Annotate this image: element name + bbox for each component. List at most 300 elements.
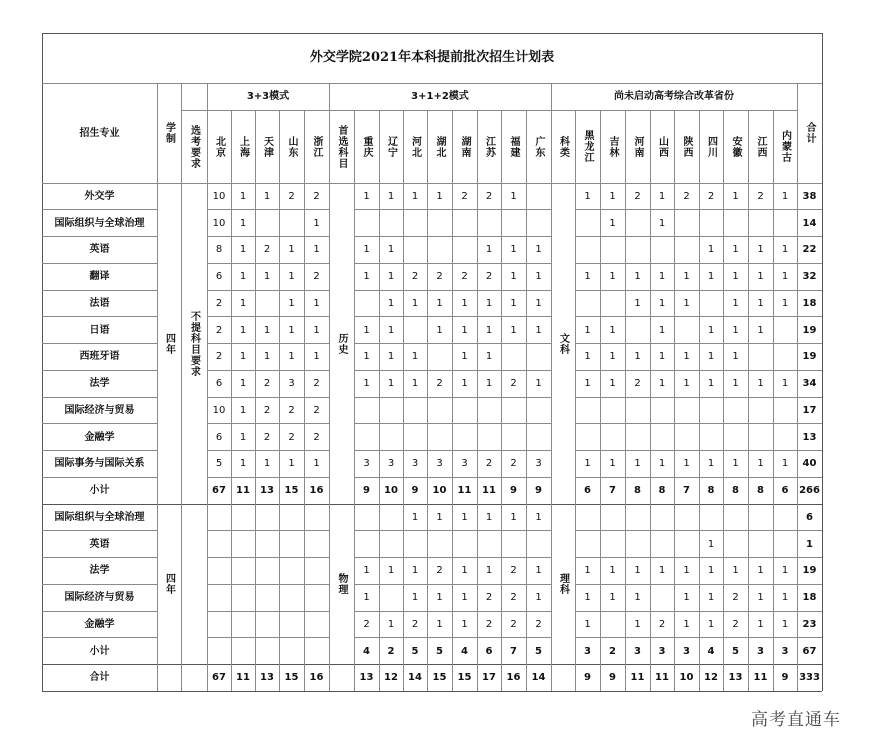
value-cell: 1 [634, 297, 641, 309]
grid-line-v [304, 110, 305, 691]
header-province: 广东 [533, 135, 544, 158]
table-row-label: 西班牙语 [79, 351, 120, 363]
value-cell: 2 [485, 271, 493, 283]
header-province: 安徽 [730, 135, 741, 158]
value-cell: 8 [707, 485, 715, 497]
value-cell: 10 [212, 404, 226, 416]
grid-line-v [207, 83, 208, 691]
value-cell: 1 [411, 297, 419, 309]
grid-line-v [526, 110, 527, 691]
value-cell: 1 [609, 190, 616, 202]
value-cell: 6 [215, 271, 223, 283]
value-cell: 11 [482, 485, 496, 497]
grid-line-h [354, 316, 551, 317]
value-cell [650, 584, 674, 611]
value-cell: 1 [658, 458, 666, 470]
value-cell: 11 [630, 672, 645, 684]
value-cell: 1 [757, 378, 764, 390]
value-cell: 12 [704, 672, 718, 684]
grid-line-h [42, 664, 822, 665]
grid-line-h [42, 450, 157, 451]
value-cell: 1 [363, 271, 370, 283]
grid-line-h [42, 584, 157, 585]
value-cell [575, 397, 600, 424]
value-cell: 1 [411, 565, 419, 577]
grid-line-h [207, 209, 329, 210]
row-total: 333 [799, 672, 820, 684]
value-cell: 3 [634, 645, 641, 657]
value-cell [403, 237, 427, 264]
grid-line-h [42, 611, 157, 612]
value-cell: 1 [732, 244, 739, 256]
value-cell: 1 [584, 324, 591, 336]
grid-line-h [354, 290, 551, 291]
value-cell [403, 210, 427, 237]
table-row-label: 英语 [89, 244, 110, 256]
value-cell: 1 [436, 190, 443, 202]
header-province: 山东 [286, 135, 297, 158]
value-cell [723, 424, 748, 451]
value-cell [625, 210, 650, 237]
value-cell: 2 [461, 271, 468, 283]
value-cell [501, 424, 526, 451]
value-cell: 9 [609, 672, 616, 684]
table-row-label: 金融学 [84, 618, 115, 630]
table-row-label: 法学 [89, 565, 110, 577]
value-cell: 3 [781, 645, 789, 657]
grid-line-h [42, 477, 157, 478]
value-cell: 1 [732, 565, 739, 577]
section2-xuezhi: 四年 [163, 573, 175, 596]
grid-line-v [255, 110, 256, 691]
value-cell [403, 531, 427, 558]
value-cell [699, 424, 723, 451]
value-cell: 1 [510, 324, 517, 336]
grid-line-v [181, 83, 182, 691]
value-cell: 1 [535, 271, 542, 283]
value-cell [600, 290, 625, 317]
value-cell: 1 [634, 565, 641, 577]
grid-line-v [699, 110, 700, 691]
value-cell: 1 [411, 378, 419, 390]
value-cell [526, 344, 551, 371]
value-cell: 1 [732, 271, 739, 283]
value-cell: 1 [461, 618, 468, 630]
value-cell: 3 [683, 645, 690, 657]
value-cell [477, 397, 501, 424]
value-cell [575, 210, 600, 237]
value-cell: 2 [215, 324, 223, 336]
grid-line-h [207, 343, 329, 344]
value-cell: 1 [239, 244, 247, 256]
grid-line-h [354, 370, 551, 371]
value-cell: 1 [485, 511, 493, 523]
value-cell: 1 [263, 271, 271, 283]
value-cell: 1 [239, 297, 247, 309]
value-cell: 9 [535, 485, 542, 497]
header-mode-312: 3+1+2模式 [411, 91, 469, 102]
value-cell [625, 237, 650, 264]
value-cell: 12 [384, 672, 398, 684]
value-cell: 1 [263, 458, 271, 470]
value-cell: 1 [707, 271, 715, 283]
value-cell: 1 [634, 458, 641, 470]
grid-line-h [354, 397, 551, 398]
value-cell: 1 [609, 458, 616, 470]
value-cell: 2 [436, 271, 443, 283]
value-cell [526, 183, 551, 210]
header-province: 浙江 [311, 135, 322, 158]
value-cell [773, 424, 797, 451]
grid-line-h [42, 316, 157, 317]
subtotal-row-label: 小计 [89, 485, 110, 497]
value-cell: 1 [584, 565, 591, 577]
grid-line-v [674, 110, 675, 691]
value-cell: 4 [707, 645, 715, 657]
grid-line-v [354, 110, 355, 691]
value-cell [600, 237, 625, 264]
value-cell: 1 [510, 244, 517, 256]
value-cell: 1 [535, 244, 542, 256]
value-cell [379, 531, 403, 558]
value-cell: 1 [313, 217, 320, 229]
value-cell: 2 [215, 351, 223, 363]
header-total: 合计 [804, 122, 815, 144]
value-cell [600, 424, 625, 451]
value-cell: 1 [707, 538, 715, 550]
value-cell [773, 344, 797, 371]
value-cell: 1 [461, 351, 468, 363]
header-mode-33: 3+3模式 [246, 91, 290, 102]
value-cell: 7 [510, 645, 517, 657]
value-cell: 1 [781, 618, 789, 630]
value-cell [501, 210, 526, 237]
value-cell [650, 397, 674, 424]
table-row-label: 外交学 [84, 190, 115, 202]
grid-line-h [42, 691, 822, 692]
value-cell: 1 [263, 190, 271, 202]
header-province: 四川 [705, 135, 717, 158]
grid-line-h [207, 316, 329, 317]
value-cell: 5 [535, 645, 542, 657]
value-cell [699, 210, 723, 237]
value-cell: 1 [535, 565, 542, 577]
value-cell: 1 [683, 565, 690, 577]
value-cell: 4 [363, 645, 370, 657]
value-cell: 1 [658, 378, 666, 390]
value-cell: 1 [239, 217, 247, 229]
value-cell: 2 [510, 618, 517, 630]
header-province: 内蒙古 [779, 130, 791, 163]
section2-kelei: 理科 [557, 573, 569, 596]
row-total: 14 [802, 217, 817, 229]
grid-line-h [42, 209, 157, 210]
value-cell: 1 [584, 351, 591, 363]
value-cell: 1 [535, 592, 542, 604]
value-cell: 2 [313, 431, 320, 443]
value-cell [600, 611, 625, 638]
value-cell [773, 317, 797, 344]
value-cell: 1 [387, 324, 395, 336]
value-cell: 1 [781, 592, 789, 604]
value-cell: 1 [485, 324, 493, 336]
value-cell: 16 [506, 672, 521, 684]
value-cell: 9 [411, 485, 419, 497]
value-cell [501, 531, 526, 558]
value-cell [723, 531, 748, 558]
grid-line-h [354, 209, 551, 210]
value-cell: 1 [411, 592, 419, 604]
value-cell: 1 [658, 297, 666, 309]
value-cell: 10 [384, 485, 398, 497]
grid-line-v [157, 83, 158, 691]
header-province: 吉林 [607, 135, 618, 158]
value-cell: 1 [584, 618, 591, 630]
row-total: 13 [802, 431, 817, 443]
value-cell: 2 [683, 190, 690, 202]
value-cell: 6 [584, 485, 591, 497]
value-cell: 67 [212, 672, 226, 684]
value-cell: 1 [658, 271, 666, 283]
value-cell: 16 [309, 672, 324, 684]
table-row-label: 国际组织与全球治理 [54, 511, 145, 523]
grid-line-h [42, 530, 157, 531]
table-row-label: 国际事务与国际关系 [54, 458, 145, 470]
row-total: 19 [802, 324, 817, 336]
value-cell: 1 [732, 378, 739, 390]
value-cell: 1 [707, 351, 715, 363]
row-total: 19 [802, 565, 817, 577]
value-cell: 1 [584, 271, 591, 283]
value-cell: 9 [781, 672, 789, 684]
value-cell: 2 [510, 458, 517, 470]
value-cell: 1 [313, 324, 320, 336]
value-cell: 2 [436, 565, 443, 577]
value-cell: 1 [609, 271, 616, 283]
value-cell: 1 [436, 324, 443, 336]
grid-line-h [354, 557, 551, 558]
value-cell: 6 [781, 485, 789, 497]
grid-line-h [207, 584, 329, 585]
value-cell [379, 397, 403, 424]
value-cell [452, 531, 477, 558]
value-cell: 5 [215, 458, 223, 470]
value-cell: 2 [411, 271, 419, 283]
value-cell: 15 [284, 485, 299, 497]
grid-line-h [42, 397, 157, 398]
grid-line-h [207, 637, 329, 638]
header-province: 湖北 [434, 135, 445, 158]
value-cell: 8 [658, 485, 666, 497]
value-cell: 1 [634, 271, 641, 283]
value-cell: 1 [634, 592, 641, 604]
value-cell: 1 [781, 565, 789, 577]
value-cell: 10 [212, 217, 226, 229]
value-cell: 8 [732, 485, 739, 497]
value-cell [625, 531, 650, 558]
value-cell [255, 290, 279, 317]
value-cell: 3 [461, 458, 468, 470]
value-cell: 11 [753, 672, 768, 684]
value-cell: 1 [757, 592, 764, 604]
table-row-label: 翻译 [89, 271, 110, 283]
value-cell [354, 290, 379, 317]
value-cell: 1 [584, 458, 591, 470]
row-total: 17 [802, 404, 817, 416]
value-cell: 1 [510, 271, 517, 283]
value-cell: 2 [658, 618, 666, 630]
value-cell: 1 [387, 190, 395, 202]
value-cell: 1 [387, 378, 395, 390]
value-cell [575, 424, 600, 451]
row-total: 40 [802, 458, 817, 470]
grid-line-h [354, 637, 551, 638]
value-cell: 3 [363, 458, 370, 470]
value-cell [526, 210, 551, 237]
value-cell: 1 [461, 378, 468, 390]
value-cell [354, 397, 379, 424]
grid-line-h [354, 584, 551, 585]
value-cell: 3 [658, 645, 666, 657]
value-cell [427, 531, 452, 558]
grid-line-h [354, 450, 551, 451]
value-cell: 1 [288, 351, 295, 363]
value-cell: 6 [215, 378, 223, 390]
value-cell [625, 397, 650, 424]
value-cell: 1 [584, 190, 591, 202]
value-cell: 1 [781, 271, 789, 283]
value-cell: 11 [655, 672, 669, 684]
value-cell [477, 424, 501, 451]
value-cell [452, 424, 477, 451]
grid-line-v [231, 110, 232, 691]
value-cell [600, 504, 625, 531]
value-cell: 2 [263, 431, 271, 443]
header-xuankao: 选考要求 [188, 124, 200, 169]
grid-line-h [181, 110, 797, 111]
grid-line-h [207, 477, 329, 478]
value-cell: 1 [485, 297, 493, 309]
table-row-label: 国际组织与全球治理 [54, 217, 145, 229]
value-cell: 1 [313, 244, 320, 256]
value-cell [748, 344, 773, 371]
value-cell: 3 [584, 645, 591, 657]
value-cell [773, 531, 797, 558]
value-cell [354, 210, 379, 237]
value-cell [575, 531, 600, 558]
grid-line-h [207, 290, 329, 291]
value-cell: 1 [288, 244, 295, 256]
value-cell: 14 [531, 672, 546, 684]
value-cell: 1 [757, 271, 764, 283]
value-cell: 1 [609, 351, 616, 363]
value-cell [748, 210, 773, 237]
value-cell: 2 [288, 190, 295, 202]
value-cell: 6 [485, 645, 493, 657]
header-province: 上海 [237, 135, 249, 158]
value-cell: 1 [436, 511, 443, 523]
value-cell: 1 [363, 378, 370, 390]
value-cell: 1 [707, 618, 715, 630]
grid-line-h [207, 236, 329, 237]
value-cell: 1 [683, 618, 690, 630]
value-cell: 1 [239, 351, 247, 363]
value-cell: 1 [707, 378, 715, 390]
section1-shouxuan: 历史 [336, 332, 347, 355]
grid-line-v [822, 33, 823, 691]
grid-line-v [403, 110, 404, 691]
value-cell: 8 [757, 485, 764, 497]
grid-line-h [354, 477, 551, 478]
value-cell [748, 531, 773, 558]
grid-line-h [354, 423, 551, 424]
value-cell: 2 [732, 618, 739, 630]
value-cell: 1 [757, 565, 764, 577]
value-cell: 1 [263, 351, 271, 363]
value-cell: 1 [313, 297, 320, 309]
value-cell: 1 [239, 324, 247, 336]
value-cell: 13 [260, 672, 274, 684]
grid-line-h [354, 343, 551, 344]
value-cell: 1 [732, 324, 739, 336]
value-cell: 1 [781, 378, 789, 390]
value-cell: 13 [359, 672, 374, 684]
value-cell: 1 [658, 565, 666, 577]
value-cell: 13 [728, 672, 743, 684]
value-cell [427, 210, 452, 237]
value-cell: 15 [457, 672, 472, 684]
value-cell: 2 [461, 190, 468, 202]
row-total: 22 [802, 244, 817, 256]
grid-line-v [773, 110, 774, 691]
header-province: 河南 [632, 135, 643, 158]
value-cell: 5 [732, 645, 739, 657]
value-cell: 5 [411, 645, 419, 657]
grand-total-row-label: 合计 [89, 672, 110, 684]
row-total: 18 [802, 592, 817, 604]
value-cell: 2 [411, 618, 419, 630]
value-cell: 1 [363, 565, 370, 577]
value-cell [600, 397, 625, 424]
value-cell: 2 [609, 645, 616, 657]
value-cell: 3 [436, 458, 443, 470]
value-cell [575, 237, 600, 264]
value-cell: 1 [485, 378, 493, 390]
value-cell [748, 504, 773, 531]
value-cell [625, 504, 650, 531]
grid-line-h [42, 263, 157, 264]
row-total: 67 [802, 645, 817, 657]
value-cell: 1 [757, 297, 764, 309]
value-cell: 1 [781, 244, 789, 256]
value-cell [650, 531, 674, 558]
value-cell: 1 [658, 190, 666, 202]
value-cell [379, 210, 403, 237]
section1-xuankao: 不提科目要求 [188, 310, 200, 377]
value-cell: 1 [634, 618, 641, 630]
value-cell: 2 [313, 190, 320, 202]
value-cell: 9 [510, 485, 517, 497]
value-cell: 1 [436, 618, 443, 630]
value-cell [526, 397, 551, 424]
value-cell [773, 504, 797, 531]
value-cell: 2 [634, 378, 641, 390]
value-cell: 1 [609, 217, 616, 229]
value-cell: 1 [363, 244, 370, 256]
grid-line-v [748, 110, 749, 691]
value-cell: 2 [436, 378, 443, 390]
value-cell: 2 [387, 645, 395, 657]
